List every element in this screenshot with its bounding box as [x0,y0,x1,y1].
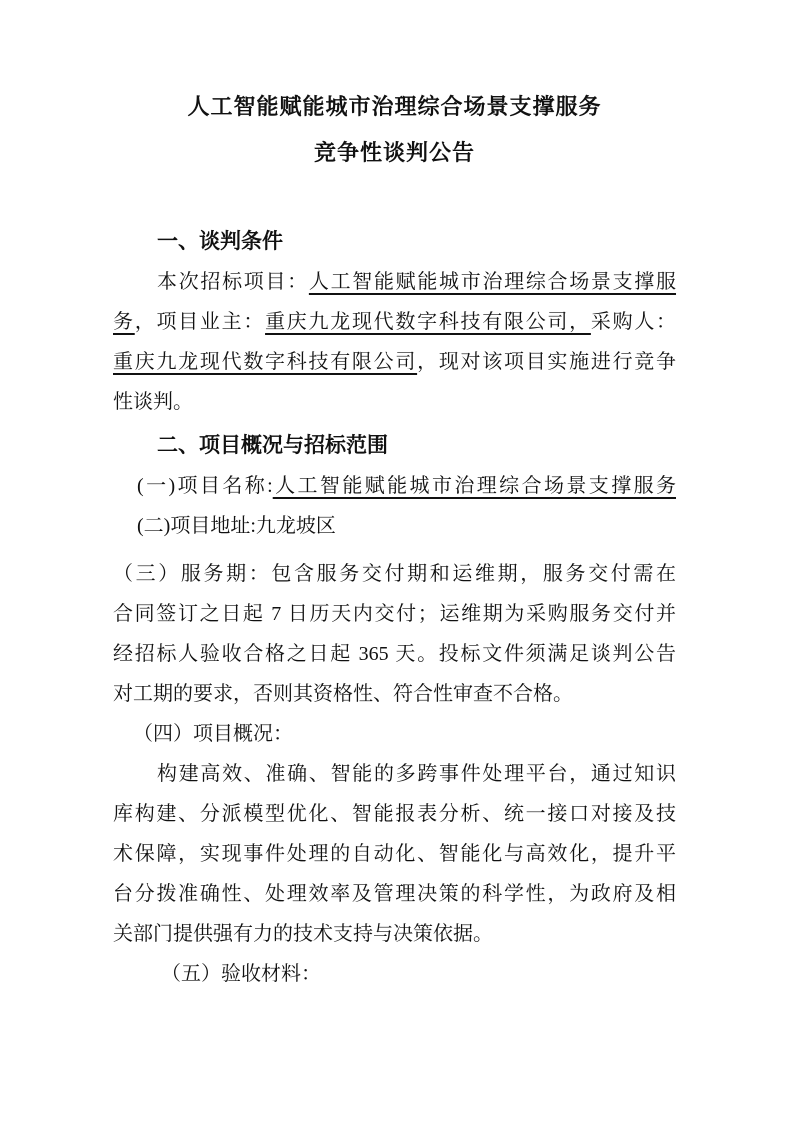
section2-heading: 二、项目概况与招标范围 [157,434,388,457]
paragraph-line: 术保障，实现事件处理的自动化、智能化与高效化，提升平 [113,843,676,865]
underlined-text-run: 人工智能赋能城市治理综合场景支撑服务 [272,475,676,497]
underlined-text-run: 务 [113,311,135,333]
item1-label: (一)项目名称: [137,475,273,497]
paragraph-line: 库构建、分派模型优化、智能报表分析、统一接口对接及技 [113,803,676,825]
paragraph-line: 对工期的要求，否则其资格性、符合性审查不合格。 [113,683,573,705]
document-title [113,84,676,176]
document-title-line1: 人工智能赋能城市治理综合场景支撑服务 [187,94,602,119]
item5-acceptance-materials-heading: （五）验收材料： [161,963,321,985]
paragraph-line [113,262,676,302]
paragraph-line [113,342,676,382]
paragraph-line: 合同签订之日起 7 日历天内交付；运维期为采购服务交付并 [113,603,676,625]
text-run: ，项目业主： [134,311,266,333]
text-run: 采购人： [590,311,677,333]
paragraph-line: 关部门提供强有力的技术支持与决策依据。 [113,923,493,945]
paragraph-line: 性谈判。 [113,391,193,413]
item3-service-period-line: （三）服务期：包含服务交付期和运维期，服务交付需在 [113,563,676,585]
document-title-line2: 竞争性谈判公告 [313,140,475,165]
item4-project-overview-heading: （四）项目概况： [133,723,293,745]
item1-project-name-line [113,466,676,506]
underlined-text-run: 人工智能赋能城市治理综合场景支撑服 [308,271,677,293]
paragraph-line: 构建高效、准确、智能的多跨事件处理平台，通过知识 [157,763,676,785]
underlined-text-run: 重庆九龙现代数字科技有限公司， [265,311,591,333]
paragraph-line: 台分拨准确性、处理效率及管理决策的科学性，为政府及相 [113,883,676,905]
paragraph-line: 经招标人验收合格之日起 365 天。投标文件须满足谈判公告 [113,643,676,665]
text-run: ，现对该项目实施进行竞争 [417,351,677,373]
section1-heading: 一、谈判条件 [157,230,283,253]
underlined-text-run: 重庆九龙现代数字科技有限公司 [113,351,418,373]
item2-project-address-line: (二)项目地址:九龙坡区 [137,515,336,537]
text-run: 本次招标项目： [157,271,309,293]
paragraph-line [113,302,676,342]
